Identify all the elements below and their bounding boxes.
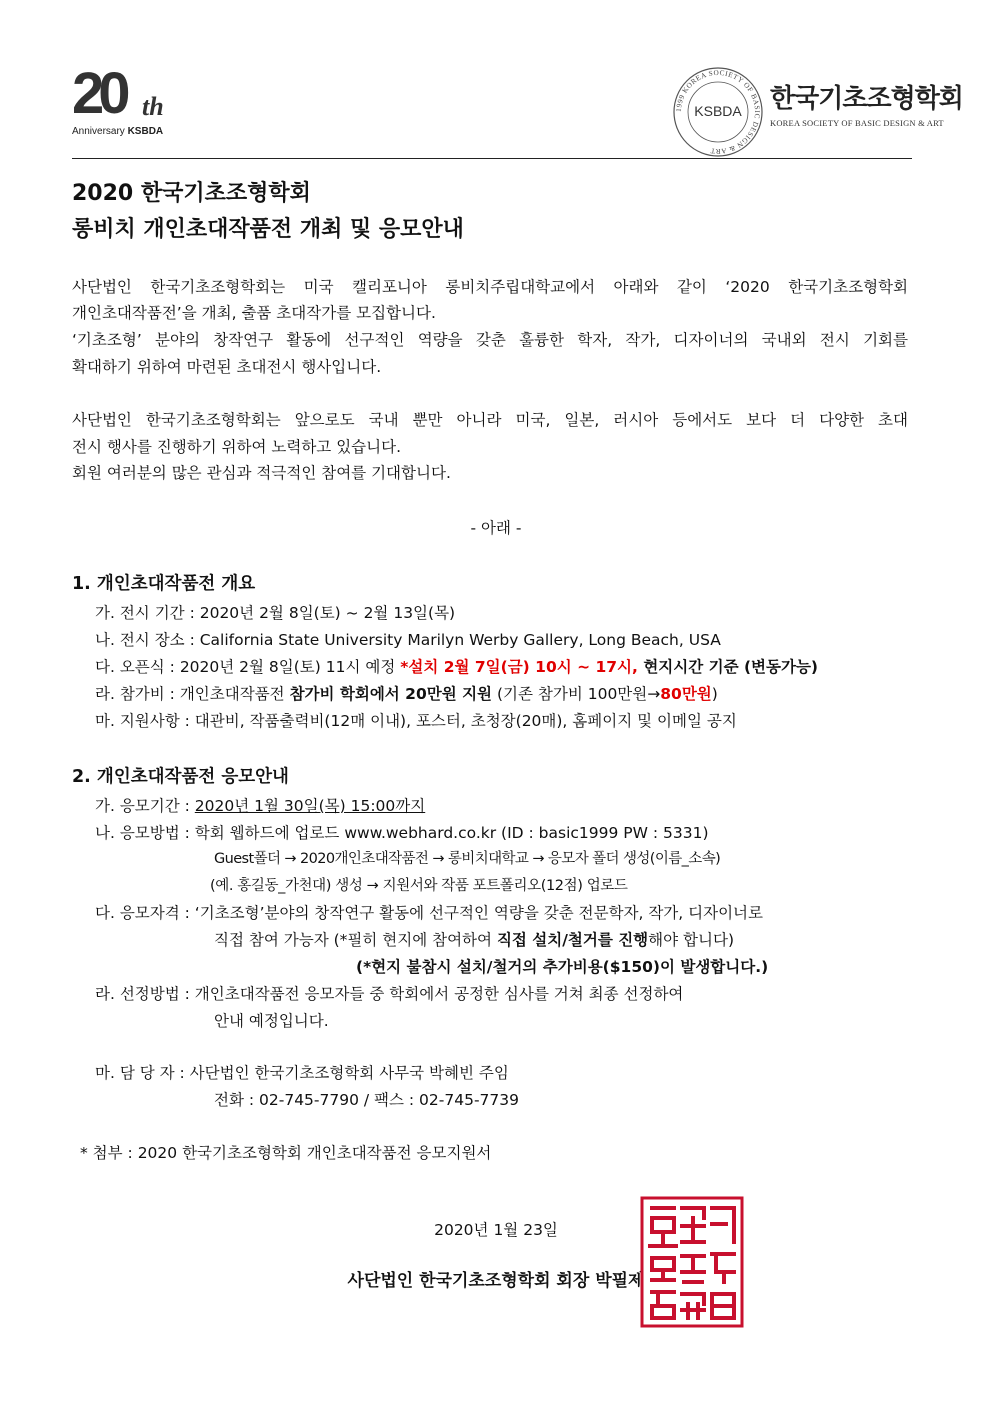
below-marker: - 아래 - [470, 519, 522, 537]
intro-line: 확대하기 위하여 마련된 초대전시 행사입니다. [72, 358, 382, 376]
intro-line: ‘기초조형’ 분야의 창작연구 활동에 선구적인 역량을 갖춘 훌륭한 학자, 작가, 디자이너의 국내외 전시 기회를 [72, 331, 908, 349]
section2-item-d1: 라. 선정방법 : 개인초대작품전 응모자들 중 학회에서 공정한 심사를 거쳐 최종 선정하여 [95, 985, 684, 1003]
section1-item-b: 나. 전시 장소 : California State University Marilyn Werby Gallery, Long Beach, USA [95, 631, 721, 649]
intro-line: 사단법인 한국기초조형학회는 앞으로도 국내 뿐만 아니라 미국, 일본, 러시아 등에서도 보다 더 다양한 초대 [72, 411, 908, 429]
society-seal-icon [672, 66, 764, 158]
anniversary-number: 20 [72, 61, 125, 126]
header-divider [72, 158, 912, 159]
seal-ring-text: 1999 KOREA SOCIETY OF BASIC DESIGN & ART [674, 68, 762, 156]
section2-item-a [95, 795, 425, 817]
attachment-note: * 첨부 : 2020 한국기초조형학회 개인초대작품전 응모지원서 [80, 1144, 492, 1162]
seal-center-text: KSBDA [694, 103, 742, 119]
item-d-bold: 참가비 학회에서 20만원 지원 [289, 685, 493, 703]
item-d-text: 라. 참가비 : 개인초대작품전 [95, 685, 290, 703]
section2-item-c2 [214, 929, 734, 951]
section2-item-b1: 나. 응모방법 : 학회 웹하드에 업로드 www.webhard.co.kr (ID : basic1999 PW : 5331) [95, 824, 709, 842]
section1-item-e: 마. 지원사항 : 대관비, 작품출력비(12매 이내), 포스터, 초청장(20매), 홈페이지 및 이메일 공지 [95, 712, 737, 730]
intro-line: 사단법인 한국기초조형학회는 미국 캘리포니아 롱비치주립대학교에서 아래와 같이 ‘2020 한국기초조형학회 [72, 278, 908, 296]
section2-item-e1: 마. 담 당 자 : 사단법인 한국기초조형학회 사무국 박혜빈 주임 [95, 1064, 509, 1082]
signer-name: 사단법인 한국기초조형학회 회장 박필제 [347, 1271, 645, 1291]
item-d-highlight: 80만원 [660, 685, 712, 703]
caption-plain: Anniversary [72, 126, 128, 137]
caption-bold: KSBDA [127, 126, 164, 137]
section2-item-b3: (예. 홍길동_가천대) 생성 → 지원서와 작품 포트폴리오(12점) 업로드 [210, 878, 628, 894]
section2-item-e2: 전화 : 02-745-7790 / 팩스 : 02-745-7739 [214, 1091, 520, 1109]
section2-item-d2: 안내 예정입니다. [214, 1012, 329, 1030]
anniversary-logo [72, 61, 182, 140]
item-c2-bold: 직접 설치/철거를 진행 [496, 931, 649, 949]
item-c-bold: 현지시간 기준 (변동가능) [637, 658, 819, 676]
section1-item-c [95, 656, 818, 678]
document-date: 2020년 1월 23일 [434, 1221, 558, 1239]
item-d-end: ) [711, 685, 718, 703]
section2-item-c1: 다. 응모자격 : ‘기초조형’분야의 창작연구 활동에 선구적인 역량을 갖춘 전문학자, 작가, 디자이너로 [95, 904, 764, 922]
item-c2-text: 직접 참여 가능자 (*필히 현지에 참여하여 [214, 931, 497, 949]
intro-line: 개인초대작품전’을 개최, 출품 초대작가를 모집합니다. [72, 304, 436, 322]
section1-heading: 1. 개인초대작품전 개요 [72, 574, 256, 594]
section1-item-a: 가. 전시 기간 : 2020년 2월 8일(토) ~ 2월 13일(목) [95, 604, 456, 622]
official-seal-stamp-icon [640, 1196, 744, 1328]
item-a-value: 2020년 1월 30일(목) 15:00까지 [194, 797, 426, 815]
item-c-text: 다. 오픈식 : 2020년 2월 8일(토) 11시 예정 [95, 658, 401, 676]
intro-line: 회원 여러분의 많은 관심과 적극적인 참여를 기대합니다. [72, 464, 451, 482]
doc-title-line1: 2020 한국기초조형학회 [72, 181, 311, 206]
section1-item-d [95, 683, 718, 705]
item-a-label: 가. 응모기간 : [95, 797, 195, 815]
item-c-highlight: *설치 2월 7일(금) 10시 ~ 17시, [400, 658, 638, 676]
anniversary-caption [72, 126, 163, 137]
doc-title-line2: 롱비치 개인초대작품전 개최 및 응모안내 [72, 217, 464, 242]
intro-line: 전시 행사를 진행하기 위하여 노력하고 있습니다. [72, 438, 402, 456]
section2-item-b2: Guest폴더 → 2020개인초대작품전 → 롱비치대학교 → 응모자 폴더 생성(이름_소속) [214, 851, 721, 867]
society-name-english: KOREA SOCIETY OF BASIC DESIGN & ART [770, 118, 944, 128]
item-d-text2: (기존 참가비 100만원→ [492, 685, 661, 703]
section2-item-c3: (*현지 불참시 설치/철거의 추가비용($150)이 발생합니다.) [356, 958, 769, 976]
item-c2-end: 해야 합니다) [648, 931, 734, 949]
anniversary-suffix: th [142, 92, 164, 121]
section2-heading: 2. 개인초대작품전 응모안내 [72, 767, 289, 787]
society-name: 한국기초조형학회 [770, 84, 963, 114]
